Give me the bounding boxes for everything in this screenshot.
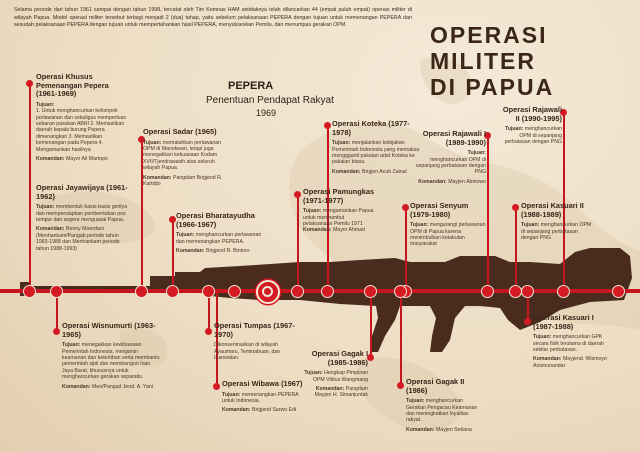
- op-tujuan: mengurangi perlawanan OPM di Papua karena menimbulkan ketakutan masyarakat: [410, 222, 486, 248]
- komandan-label: Komandan:: [303, 227, 332, 234]
- op-tujuan: 1. Untuk menghancurkan kelompok perlawanan dan sekaligus memperluas sebaran pasukan ABRI 2. Memastikan daerah kepala burung Pepera dimenangkan 3. Memastikan kemenangan pada Pepera 4. Mengamankan hasilnya: [36, 108, 126, 153]
- stem-kasuari2: [515, 208, 517, 290]
- op-rajawali2: [500, 106, 562, 145]
- dot-kasuari1: [524, 318, 531, 325]
- node-1990: [557, 285, 570, 298]
- op-komandan: Men/Pangad Jend. A. Yani: [91, 383, 153, 390]
- node-1963: [50, 285, 63, 298]
- op-tujuan: menghancurkan GPK secara fisik terutama di daerah sekitar perbatasan.: [533, 334, 604, 353]
- stem-pamungkas: [297, 195, 299, 290]
- op-name: Operasi Tumpas (1967-1970): [214, 321, 295, 339]
- op-name: Operasi Senyum (1979-1980): [410, 201, 469, 219]
- node-1977: [321, 285, 334, 298]
- komandan-label: Komandan:: [36, 156, 65, 163]
- stem-gagak1: [370, 291, 372, 357]
- op-komandan: Pangdam Brigjend R. Kartidjo: [143, 174, 223, 188]
- op-tujuan: memenangkan PEPERA untuk Indonesia.: [222, 391, 299, 404]
- timeline-rail: [0, 289, 640, 293]
- op-komandan: Pangdam Mayjen H. Simanjuntak: [314, 386, 368, 399]
- dot-bharatayudha: [169, 216, 176, 223]
- op-tujuan: menghancurkan OPM di sepanjang perbatasan dengan PNG: [415, 156, 486, 176]
- tujuan-label: Tujuan:: [176, 232, 195, 239]
- komandan-label: Komandan:: [418, 178, 447, 185]
- pepera-subtitle: Penentuan Pendapat Rakyat: [206, 95, 334, 106]
- op-name: Operasi Khusus Pemenangan Pepera (1961-1969): [36, 72, 109, 99]
- op-name: Operasi Wisnumurti (1963-1965): [62, 321, 156, 339]
- op-gagak1: [302, 350, 368, 399]
- op-khusus: [36, 73, 128, 162]
- tujuan-label: Tujuan:: [303, 208, 322, 215]
- op-tujuan: Hengkap Pimpinan OPM Viktus Wangmang: [312, 370, 368, 383]
- op-komandan: Mayjend. Wismoyo Arismunandar: [533, 356, 607, 369]
- op-wibawa: [222, 380, 308, 414]
- pepera-title: PEPERA: [228, 80, 274, 92]
- tujuan-label: Tujuan:: [222, 391, 241, 398]
- op-komandan: Mayjen Abinowo: [448, 178, 486, 185]
- op-koteka: [332, 120, 420, 175]
- op-komandan: Mayor Ahmad: [332, 227, 365, 234]
- node-1986: [394, 285, 407, 298]
- op-tujuan: mengamankan Papua untuk menyambut pelaksanaan Pemilu 1971: [303, 208, 374, 227]
- op-name: Operasi Kasuari II (1988-1989): [521, 201, 584, 219]
- komandan-label: Komandan:: [143, 174, 172, 181]
- op-jayawijaya: [36, 184, 128, 252]
- dot-gagak1: [367, 354, 374, 361]
- node-1967b: [228, 285, 241, 298]
- stem-senyum: [405, 208, 407, 290]
- tujuan-label: Tujuan:: [62, 342, 81, 349]
- dot-tumpas: [205, 328, 212, 335]
- node-1965: [135, 285, 148, 298]
- op-tujuan: menghancurkan OPM di sepanjang perbatasan dengan PNG: [521, 222, 592, 241]
- dot-koteka: [324, 122, 331, 129]
- node-1988: [509, 285, 522, 298]
- node-1987: [521, 285, 534, 298]
- komandan-label: Komandan:: [222, 407, 251, 414]
- pepera-year: 1969: [256, 108, 277, 118]
- dot-senyum: [402, 204, 409, 211]
- komandan-label: Komandan:: [62, 383, 91, 390]
- title-line-1: OPERASI MILITER: [430, 22, 548, 74]
- tujuan-label: Tujuan:: [533, 334, 552, 341]
- op-tumpas: [214, 322, 296, 361]
- tujuan-label: Tujuan:: [304, 370, 323, 377]
- op-name: Operasi Bharatayudha (1966-1967): [176, 211, 255, 229]
- op-tujuan: menjalankan kebijakan Pemerintah Indonesia yang memaksa menggganti pakaian adat Koteka ke pakaian biasa.: [332, 140, 420, 166]
- op-name: Operasi Jayawijaya (1961-1962): [36, 183, 128, 201]
- op-name: Operasi Kasuari I (1987-1988): [533, 313, 594, 331]
- op-bharatayudha: [176, 212, 266, 254]
- op-tujuan: Dikonsentrasikan di wilayah Ayaumaru, Teminabuan, dan Inanwatan.: [214, 342, 281, 361]
- komandan-label: Komandan:: [332, 168, 361, 175]
- tujuan-label: Tujuan:: [505, 126, 524, 133]
- op-name: Operasi Rajawali I (1989-1990): [422, 129, 486, 147]
- tujuan-label: Tujuan:: [36, 101, 55, 108]
- op-pamungkas: [303, 188, 375, 234]
- node-1967a: [202, 285, 215, 298]
- node-end: [612, 285, 625, 298]
- op-name: Operasi Koteka (1977-1978): [332, 119, 410, 137]
- tujuan-label: Tujuan:: [410, 222, 429, 229]
- stem-rajawali1: [487, 136, 489, 290]
- dot-wisnumurti: [53, 328, 60, 335]
- op-komandan: Mayor Ali Martopo: [65, 156, 108, 163]
- op-senyum: [410, 202, 486, 248]
- op-name: Operasi Gagak I (1985-1986): [311, 349, 368, 367]
- op-komandan: Mayjen Setiana: [435, 426, 472, 433]
- node-1971: [291, 285, 304, 298]
- op-tujuan: menghancurkan OPM di sepanjang perbatasan dengan PNG: [504, 126, 562, 145]
- op-sadar: [143, 128, 233, 187]
- komandan-label: Komandan:: [36, 226, 65, 233]
- op-tujuan: menegakkan kewibawaan Pemerintah Indonesia, menjamin keamanan dan ketertiban serta membantu pemerintah sipil dan membangun Irian Jaya Barat, khususnya untuk menghancurkan gerakan separatis.: [62, 342, 160, 381]
- op-komandan: Brigjend R. Bintoro: [205, 248, 250, 254]
- node-1966: [166, 285, 179, 298]
- dot-kasuari2: [512, 204, 519, 211]
- komandan-label: Komandan:: [315, 386, 345, 392]
- tujuan-label: Tujuan:: [36, 204, 55, 211]
- dot-pamungkas: [294, 191, 301, 198]
- title-line-2: DI PAPUA: [430, 74, 555, 100]
- stem-khusus: [29, 84, 31, 292]
- tujuan-label: Tujuan:: [406, 398, 425, 405]
- op-name: Operasi Pamungkas (1971-1977): [303, 187, 375, 205]
- op-tujuan: membentuk basis-basis gerilya dan mempersiapkan pembentukan pos tempur dan segera menguasai Papua.: [36, 204, 128, 223]
- op-name: Operasi Wibawa (1967): [222, 379, 303, 388]
- op-name: Operasi Rajawali II (1990-1995): [502, 105, 562, 123]
- node-1989: [481, 285, 494, 298]
- stem-bharatayudha: [172, 220, 174, 290]
- op-kasuari2: [521, 202, 593, 241]
- tujuan-label: Tujuan:: [467, 150, 486, 157]
- op-name: Operasi Gagak II (1986): [406, 377, 465, 395]
- op-tujuan: mematahkan perlawanan OPM di Manokwari, tetapi juga menegakkan kekuasaan Kodam XVII/Tjendrawasih atas seluruh wilayah Papua.: [143, 139, 222, 172]
- dot-khusus: [26, 80, 33, 87]
- stem-gagak2: [400, 291, 402, 385]
- intro-paragraph: Selama periode dari tahun 1961 sampai dengan tahun 1998, tercatat oleh Tim Komnas HAM setidaknya telah dilancarkan 44 (empat puluh empat) operasi militer di wilayah Papua. Model operasi militer tersebut terbagi menjadi 2 (dua) tahap, yaitu sebelum pelaksanaan PEPERA dengan tujuan untuk memenangan PEPERA dan sesudah pelaksanaan PEPERA dengan tujuan untuk mempertahankan hasil PEPERA, menyukseskan Pemilu, dan menumpas gerakan OPM.: [14, 7, 412, 29]
- komandan-label: Komandan:: [533, 356, 562, 363]
- tujuan-label: Tujuan:: [521, 222, 540, 229]
- pepera-target-icon: [256, 280, 280, 304]
- tujuan-label: Tujuan:: [143, 139, 162, 146]
- op-kasuari1: [533, 314, 611, 369]
- op-komandan: Brigjen Acub Zainal: [361, 168, 407, 175]
- tujuan-label: Tujuan:: [332, 140, 351, 147]
- komandan-label: Komandan:: [176, 248, 205, 254]
- node-1985: [364, 285, 377, 298]
- op-tujuan: menghancurkan Gerakan Pengacau Keamanan dan meningkatkan loyalitas rakyat.: [406, 398, 478, 424]
- op-wisnumurti: [62, 322, 162, 390]
- stem-jayawijaya: [29, 190, 31, 192]
- op-komandan: Brigjend Sarwo Edi: [251, 407, 297, 414]
- op-tujuan: menghancurkan perlawanan dan memenangkan PEPERA.: [176, 232, 262, 245]
- dot-gagak2: [397, 382, 404, 389]
- op-gagak2: [406, 378, 484, 433]
- op-name: Operasi Sadar (1965): [143, 127, 217, 136]
- op-komandan: Benny Moerdani (Menhankam/Pangab periode tahun 1983-1988 dan Menhankam periode tahun 1988-1993): [36, 226, 120, 252]
- dot-wibawa: [213, 383, 220, 390]
- node-1961: [23, 285, 36, 298]
- komandan-label: Komandan:: [406, 426, 435, 433]
- op-rajawali1: [414, 130, 486, 185]
